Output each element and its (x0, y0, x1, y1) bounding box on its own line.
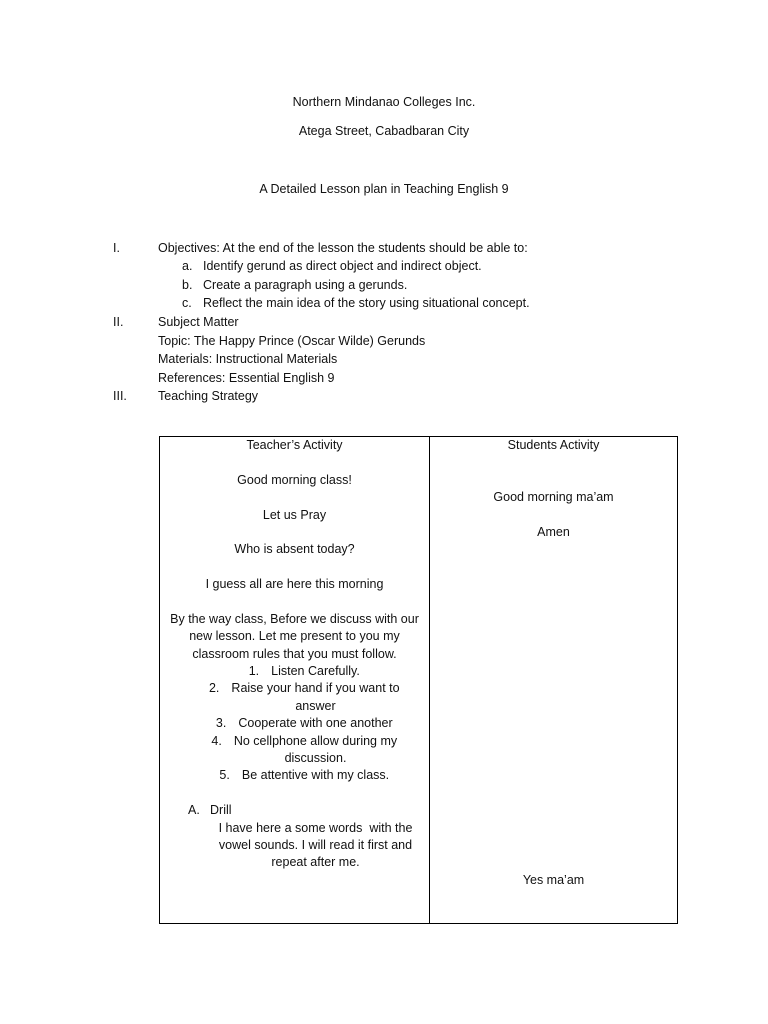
objective-item (0, 257, 768, 276)
materials-line: Materials: Instructional Materials (158, 352, 338, 367)
objectives-heading: Objectives: At the end of the lesson the students should be able to: (158, 240, 528, 255)
item-letter: c. (182, 296, 192, 311)
classroom-rules (160, 663, 429, 785)
teacher-prayer-prompt: Let us Pray (262, 507, 327, 522)
teaching-strategy-heading: Teaching Strategy (158, 389, 259, 404)
objective-text: Identify gerund as direct object and indirect object. (203, 259, 482, 274)
rules-intro-line: classroom rules that you must follow. (192, 646, 397, 661)
rule-line-wrap (248, 663, 360, 680)
attendance-question: Who is absent today? (234, 542, 355, 557)
rule-text: Be attentive with my class. (241, 768, 390, 783)
rule-item (160, 663, 429, 680)
rule-first-line (160, 767, 429, 784)
students-activity-column (430, 437, 677, 923)
rule-number: 4. (211, 733, 222, 748)
objective-text: Reflect the main idea of the story using situational concept. (203, 296, 530, 311)
rule-number: 3. (215, 716, 227, 731)
drill-instruction-line: vowel sounds. I will read it first and (218, 837, 413, 852)
outline-objectives (0, 239, 768, 258)
item-letter: b. (182, 277, 193, 292)
teacher-activity-column (160, 437, 430, 923)
rule-text: Listen Carefully. (271, 664, 360, 679)
rule-line-wrap (211, 733, 398, 750)
institution-name: Northern Mindanao Colleges Inc. (292, 95, 476, 109)
rule-text: No cellphone allow during my (233, 733, 398, 748)
drill-heading: Drill (210, 803, 232, 818)
references-row (0, 369, 768, 388)
section-numeral: I. (113, 240, 120, 255)
drill-heading-row (160, 802, 429, 819)
rule-first-line (160, 715, 429, 732)
rule-item (160, 767, 429, 784)
activity-table (159, 436, 678, 924)
drill-letter: A. (188, 803, 200, 818)
rule-first-line (160, 733, 429, 750)
section-numeral: II. (113, 315, 124, 330)
rule-item (160, 715, 429, 732)
rule-number: 1. (248, 664, 260, 679)
rule-item (160, 733, 429, 768)
student-greeting-response: Good morning ma’am (493, 490, 614, 505)
objective-item (0, 294, 768, 313)
rule-number: 5. (219, 768, 230, 783)
rule-first-line (160, 663, 429, 680)
drill-instruction-line: I have here a some words with the (218, 820, 413, 835)
rules-intro (160, 611, 429, 663)
references-line: References: Essential English 9 (158, 370, 335, 385)
rule-line-wrap (215, 715, 393, 732)
rules-intro-line: new lesson. Let me present to you my (189, 629, 400, 644)
student-prayer-response: Amen (537, 524, 570, 539)
objective-text: Create a paragraph using a gerunds. (203, 277, 408, 292)
subject-matter-heading: Subject Matter (158, 315, 239, 330)
item-letter: a. (182, 259, 193, 274)
outline-teaching-strategy (0, 387, 768, 406)
drill-instruction-line: repeat after me. (271, 855, 360, 870)
rule-text-continuation: discussion. (284, 751, 347, 766)
drill-section (160, 802, 429, 872)
rule-text-continuation: answer (295, 698, 336, 713)
rules-intro-line: By the way class, Before we discuss with our (170, 611, 419, 626)
document-title: A Detailed Lesson plan in Teaching English 9 (259, 182, 509, 196)
rule-line-wrap (208, 680, 400, 697)
teacher-greeting: Good morning class! (237, 472, 352, 487)
rule-item (160, 680, 429, 715)
students-activity-heading: Students Activity (507, 438, 600, 452)
objective-item (0, 276, 768, 295)
rule-text: Cooperate with one another (238, 716, 393, 731)
outline-subject-matter (0, 313, 768, 332)
rule-line-wrap (219, 767, 390, 784)
attendance-note: I guess all are here this morning (205, 577, 384, 592)
topic-row (0, 332, 768, 351)
section-numeral: III. (113, 389, 127, 404)
lesson-outline (0, 239, 768, 406)
rule-first-line (160, 680, 429, 697)
topic-line: Topic: The Happy Prince (Oscar Wilde) Gerunds (158, 333, 426, 348)
rule-text: Raise your hand if you want to (231, 681, 400, 696)
teacher-activity-heading: Teacher’s Activity (246, 438, 343, 452)
institution-address: Atega Street, Cabadbaran City (298, 124, 470, 138)
materials-row (0, 350, 768, 369)
rule-number: 2. (208, 681, 220, 696)
student-drill-response: Yes ma’am (522, 873, 585, 887)
